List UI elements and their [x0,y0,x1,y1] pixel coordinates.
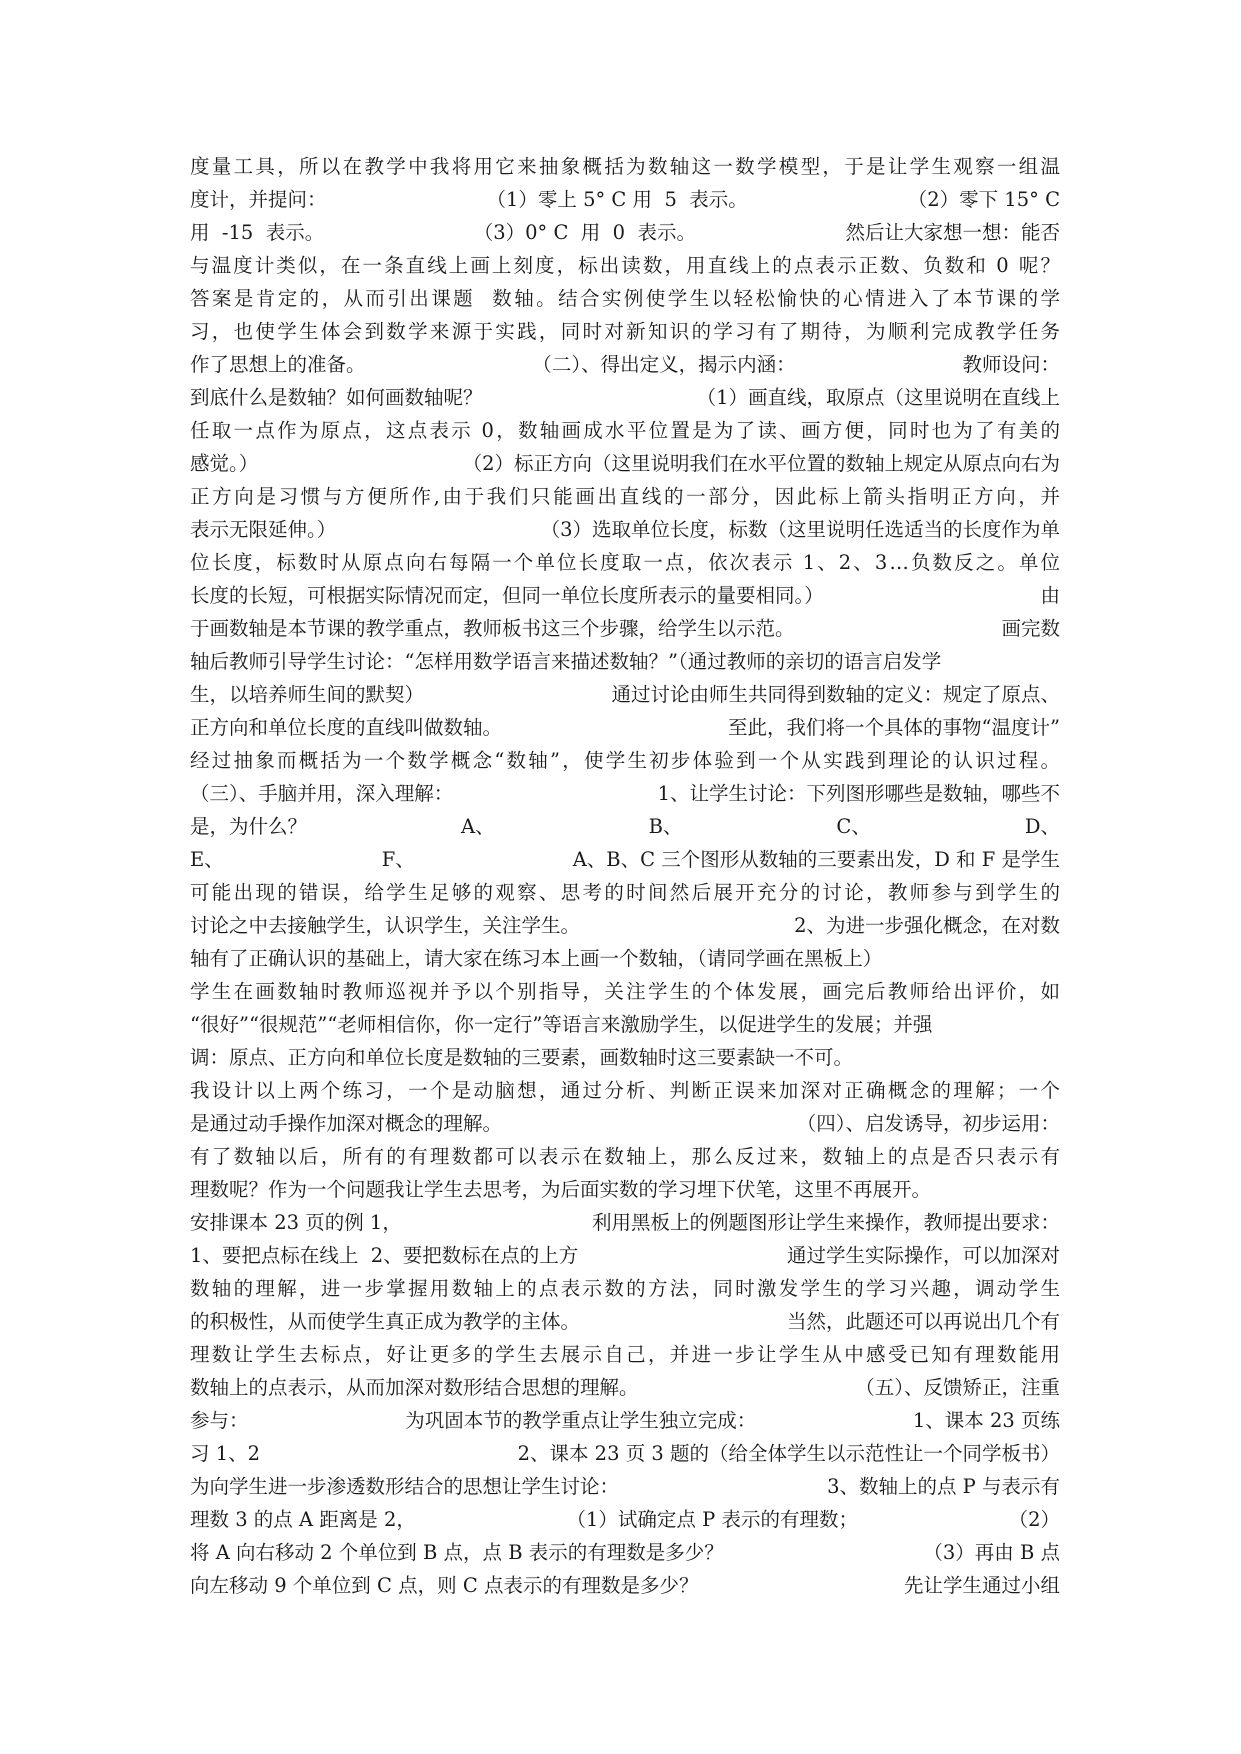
text-line [190,876,1063,909]
text-line [190,678,1060,711]
text-line [190,513,1060,546]
text-line [190,975,1063,1008]
text-line [190,1470,1060,1503]
text-segment: 作了思想上的准备。 [190,353,366,376]
text-line [190,447,1060,480]
text-segment: 轴后教师引导学生讨论：“怎样用数学语言来描述数轴？”（通过教师的亲切的语言启发学 [190,650,942,673]
text-line [190,1008,1060,1041]
text-segment: （1）试确定点 P 表示的有理数； [566,1508,858,1531]
text-segment: 2、为进一步强化概念，在对数 [794,914,1060,937]
text-line [190,1239,1060,1272]
document-body [190,150,1063,1602]
text-line [190,1074,1063,1107]
text-line [190,150,1063,183]
text-segment: （五）、反馈矫正，注重 [855,1376,1060,1399]
text-segment: 理数让学生去标点，好让更多的学生去展示自己，并进一步让学生从中感受已知有理数能用 [190,1343,1063,1366]
text-line [190,183,1060,216]
text-segment: 数轴上的点表示，从而加深对数形结合思想的理解。 [190,1376,639,1399]
text-line [190,645,1060,678]
text-line [190,1404,1060,1437]
text-line [190,1272,1063,1305]
text-segment: （三）、手脑并用，深入理解： [190,782,454,805]
text-line [190,1305,1060,1338]
text-line [190,1437,1060,1470]
text-line [190,249,1063,282]
text-segment: 向左移动 9 个单位到 C 点，则 C 点表示的有理数是多少？ [190,1574,699,1597]
text-segment: 数轴的理解，进一步掌握用数轴上的点表示数的方法，同时激发学生的学习兴趣，调动学生 [190,1277,1063,1300]
text-segment: （四）、启发诱导，初步运用： [796,1112,1060,1135]
text-segment: （2）标正方向（这里说明我们在水平位置的数轴上规定从原点向右为 [462,452,1060,475]
text-segment: A、 [461,815,495,838]
text-segment: 是通过动手操作加深对概念的理解。 [190,1112,503,1135]
text-segment: 到底什么是数轴？如何画数轴呢？ [190,386,483,409]
text-segment: 先让学生通过小组 [903,1574,1060,1597]
text-segment: 为向学生进一步渗透数形结合的思想让学生讨论： [190,1475,620,1498]
text-segment: （二）、得出定义，揭示内涵： [532,353,796,376]
text-line [190,381,1060,414]
text-line [190,216,1060,249]
text-segment: 的积极性，从而使学生真正成为教学的主体。 [190,1310,581,1333]
text-segment: 用 -15 表示。 [190,221,325,244]
text-segment: 轴有了正确认识的基础上，请大家在练习本上画一个数轴，（请同学画在黑板上） [190,947,883,970]
text-segment: C、 [836,815,871,838]
text-segment: 习 1、2 [190,1442,261,1465]
text-line [190,942,1060,975]
text-line [190,1503,1060,1536]
text-segment: 有了数轴以后，所有的有理数都可以表示在数轴上，那么反过来，数轴上的点是否只表示有 [190,1145,1063,1168]
text-line [190,546,1063,579]
text-segment: 然后让大家想一想：能否 [845,221,1060,244]
text-line [190,810,1060,843]
text-segment: 习，也使学生体会到数学来源于实践，同时对新知识的学习有了期待，为顺利完成教学任务 [190,320,1063,343]
text-line [190,777,1060,810]
text-segment: （1）零上 5° C 用 5 表示。 [486,188,748,211]
text-segment: 当然，此题还可以再说出几个有 [786,1310,1060,1333]
text-line [190,1173,1060,1206]
text-segment: 正方向和单位长度的直线叫做数轴。 [190,716,503,739]
text-segment: 1、让学生讨论：下列图形哪些是数轴，哪些不 [657,782,1060,805]
text-line [190,1338,1063,1371]
text-segment: F、 [381,848,415,871]
text-segment: 感觉。） [190,452,259,475]
text-line [190,1140,1063,1173]
text-segment: 学生在画数轴时教师巡视并予以个别指导，关注学生的个体发展，画完后教师给出评价，如 [190,980,1063,1003]
text-line [190,1536,1060,1569]
text-line [190,711,1060,744]
text-line [190,1371,1060,1404]
text-segment: （3）再由 B 点 [923,1541,1060,1564]
text-segment: 为巩固本节的教学重点让学生独立完成： [405,1409,757,1432]
text-segment: 正方向是习惯与方便所作,由于我们只能画出直线的一部分，因此标上箭头指明正方向，并 [190,485,1063,508]
text-segment: E、 [190,848,224,871]
text-line [190,282,1063,315]
text-segment: 由 [1040,584,1060,607]
text-line [190,612,1060,645]
text-segment: 于画数轴是本节课的教学重点，教师板书这三个步骤，给学生以示范。 [190,617,795,640]
text-segment: 至此，我们将一个具体的事物“温度计” [728,716,1060,739]
text-line [190,1041,1060,1074]
text-segment: 参与： [190,1409,249,1432]
text-segment: （2） [1008,1508,1060,1531]
text-segment: 调：原点、正方向和单位长度是数轴的三要素，画数轴时这三要素缺一不可。 [190,1046,854,1069]
text-segment: 理数呢？作为一个问题我让学生去思考，为后面实数的学习埋下伏笔，这里不再展开。 [190,1178,932,1201]
text-segment: 表示无限延伸。） [190,518,337,541]
text-segment: 1、要把点标在线上 2、要把数标在点的上方 [190,1244,579,1267]
text-segment: 任取一点作为原点，这点表示 0，数轴画成水平位置是为了读、画方便，同时也为了有美的 [190,419,1063,442]
text-segment: 可能出现的错误，给学生足够的观察、思考的时间然后展开充分的讨论，教师参与到学生的 [190,881,1063,904]
text-segment: 理数 3 的点 A 距离是 2， [190,1508,416,1531]
text-segment: 经过抽象而概括为一个数学概念“数轴”，使学生初步体验到一个从实践到理论的认识过程。 [190,749,1063,772]
text-segment: 位长度，标数时从原点向右每隔一个单位长度取一点，依次表示 1、2、3…负数反之。单位 [190,551,1063,574]
text-segment: 安排课本 23 页的例 1， [190,1211,402,1234]
text-segment: 通过学生实际操作，可以加深对 [786,1244,1060,1267]
text-line [190,909,1060,942]
text-segment: B、 [648,815,683,838]
text-segment: D、 [1024,815,1060,838]
text-segment: 将 A 向右移动 2 个单位到 B 点，点 B 表示的有理数是多少？ [190,1541,724,1564]
text-line [190,480,1063,513]
text-segment: （1）画直线，取原点（这里说明在直线上 [696,386,1060,409]
text-segment: 画完数 [1001,617,1060,640]
text-segment: 答案是肯定的，从而引出课题 数轴。结合实例使学生以轻松愉快的心情进入了本节课的学 [190,287,1063,310]
text-segment: 通过讨论由师生共同得到数轴的定义：规定了原点、 [611,683,1060,706]
text-line [190,1569,1060,1602]
text-segment: 1、课本 23 页练 [912,1409,1060,1432]
text-segment: 与温度计类似，在一条直线上画上刻度，标出读数，用直线上的点表示正数、负数和 0 呢？ [190,254,1063,277]
text-segment: 度量工具，所以在教学中我将用它来抽象概括为数轴这一数学模型，于是让学生观察一组温 [190,155,1063,178]
text-segment: 2、课本 23 页 3 题的（给全体学生以示范性让一个同学板书） [517,1442,1060,1465]
text-line [190,579,1060,612]
text-segment: 我设计以上两个练习，一个是动脑想，通过分析、判断正误来加深对正确概念的理解；一个 [190,1079,1063,1102]
text-segment: A、B、C 三个图形从数轴的三要素出发，D 和 F 是学生 [572,848,1060,871]
text-segment: 教师设问： [962,353,1060,376]
text-segment: 利用黑板上的例题图形让学生来操作，教师提出要求： [591,1211,1060,1234]
text-segment: 3、数轴上的点 P 与表示有 [827,1475,1060,1498]
text-segment: 度计，并提问： [190,188,327,211]
text-line [190,348,1060,381]
text-segment: “很好”“很规范”“老师相信你，你一定行”等语言来激励学生，以促进学生的发展；并强 [190,1013,933,1036]
text-line [190,315,1063,348]
text-segment: （3）选取单位长度，标数（这里说明任选适当的长度作为单 [540,518,1060,541]
text-line [190,843,1060,876]
text-segment: （3）0° C 用 0 表示。 [473,221,696,244]
text-line [190,414,1063,447]
text-line [190,744,1063,777]
text-segment: （2）零下 15° C [907,188,1060,211]
text-segment: 长度的长短，可根据实际情况而定，但同一单位长度所表示的量要相同。） [190,584,824,607]
text-segment: 是，为什么？ [190,815,308,838]
text-line [190,1206,1060,1239]
text-line [190,1107,1060,1140]
text-segment: 讨论之中去接触学生，认识学生，关注学生。 [190,914,581,937]
text-segment: 生，以培养师生间的默契） [190,683,425,706]
